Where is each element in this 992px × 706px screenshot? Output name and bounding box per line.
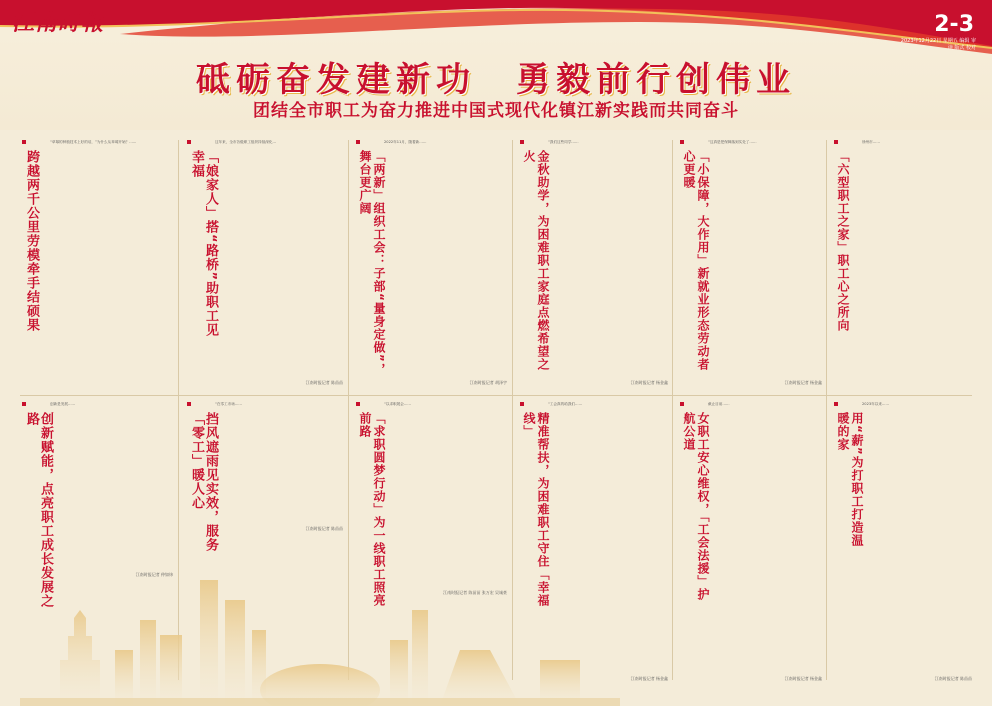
story-title: 创新赋能，点亮职工成长发展之路	[24, 412, 53, 608]
header-banner	[0, 0, 992, 130]
story-title: 挡风遮雨见实效，服务「零工」暖人心	[189, 412, 218, 552]
city-skyline-illustration	[20, 540, 620, 706]
column-divider	[826, 140, 827, 680]
story-marker	[22, 402, 26, 406]
row-divider	[20, 395, 972, 396]
story-title: 「求职圆梦行动」为一线职工照亮前路	[358, 412, 386, 607]
story-3	[354, 140, 509, 390]
story-2	[185, 140, 345, 390]
story-body: 2023年以来……	[862, 402, 890, 406]
story-marker	[520, 402, 524, 406]
story-byline: 江南时报记者 陈苗苗	[305, 380, 343, 385]
story-title: 精准帮扶，为困难职工守住「幸福线」	[522, 412, 550, 607]
story-byline: 江南时报记者 胡泽宇	[469, 380, 507, 385]
story-body: “工会真的给我们……	[548, 402, 583, 406]
story-body: 2022年11月，随着新……	[384, 140, 427, 144]
story-marker	[356, 402, 360, 406]
story-title: 「小保障，大作用」新就业形态劳动者心更暖	[682, 150, 710, 371]
story-11	[678, 402, 824, 692]
story-4	[518, 140, 670, 390]
story-title: 「两新」组织工会：子部“量身定做”，舞台更广阔	[358, 150, 386, 376]
story-body: 截止目前……	[708, 402, 730, 406]
main-headline: 砥砺奋发建新功 勇毅前行创伟业	[196, 60, 796, 100]
page-number: 2-3	[934, 12, 974, 37]
story-byline: 江南时报记者 仲如炜	[135, 572, 173, 577]
story-12	[832, 402, 974, 692]
story-byline: 江南时报记者 陈苗苗 张万宏 吴诚豪	[443, 590, 507, 595]
story-body: 创新是发展……	[50, 402, 76, 406]
red-ribbon-graphic	[0, 0, 992, 60]
story-byline: 江南时报记者 陈苗苗	[305, 526, 343, 531]
story-marker	[680, 402, 684, 406]
story-marker	[22, 140, 26, 144]
story-title: 跨越两千公里劳模牵手结硕果	[24, 150, 39, 332]
story-title: 「娘家人」搭“路桥”助职工见幸福	[189, 150, 218, 338]
story-marker	[520, 140, 524, 144]
story-body: “在零工市场……	[215, 402, 243, 406]
story-byline: 江南时报记者 杨金鑫	[630, 380, 668, 385]
story-marker	[187, 140, 191, 144]
story-marker	[680, 140, 684, 144]
story-body: “我们这些同学……	[548, 140, 579, 144]
story-5	[678, 140, 824, 390]
story-body: “以求职展会……	[384, 402, 412, 406]
story-body: 这年来，全市各级职工组织持续深化…	[215, 140, 277, 144]
story-byline: 江南时报记者 杨金鑫	[630, 676, 668, 681]
masthead-logo: 江南時報	[12, 10, 105, 36]
story-marker	[187, 402, 191, 406]
story-1	[20, 140, 175, 390]
issue-date: 2023年12月22日 星期五 编辑 审读 版式 校对	[900, 38, 976, 51]
story-body: “这真是把保障落到实处了……	[708, 140, 757, 144]
story-marker	[834, 140, 838, 144]
story-title: 「六型职工之家」职工心之所向	[836, 150, 850, 332]
story-marker	[834, 402, 838, 406]
story-body: “草莓的种植技术上好的话，”为什么从草莓开始？……	[50, 140, 137, 144]
story-byline: 江南时报记者 杨金鑫	[784, 676, 822, 681]
story-6	[832, 140, 974, 390]
sub-headline: 团结全市职工为奋力推进中国式现代化镇江新实践而共同奋斗	[253, 101, 739, 121]
story-byline: 江南时报记者 杨金鑫	[784, 380, 822, 385]
story-title: 用“薪”为打职工打造温暖的家	[836, 412, 864, 547]
story-title: 金秋助学，为困难职工家庭点燃希望之火	[522, 150, 550, 371]
story-title: 女职工安心维权，「工会法援」护航公道	[682, 412, 710, 601]
story-byline: 江南时报记者 陈苗苗	[934, 676, 972, 681]
column-divider	[672, 140, 673, 680]
story-body: 徐州市……	[862, 140, 880, 144]
story-marker	[356, 140, 360, 144]
